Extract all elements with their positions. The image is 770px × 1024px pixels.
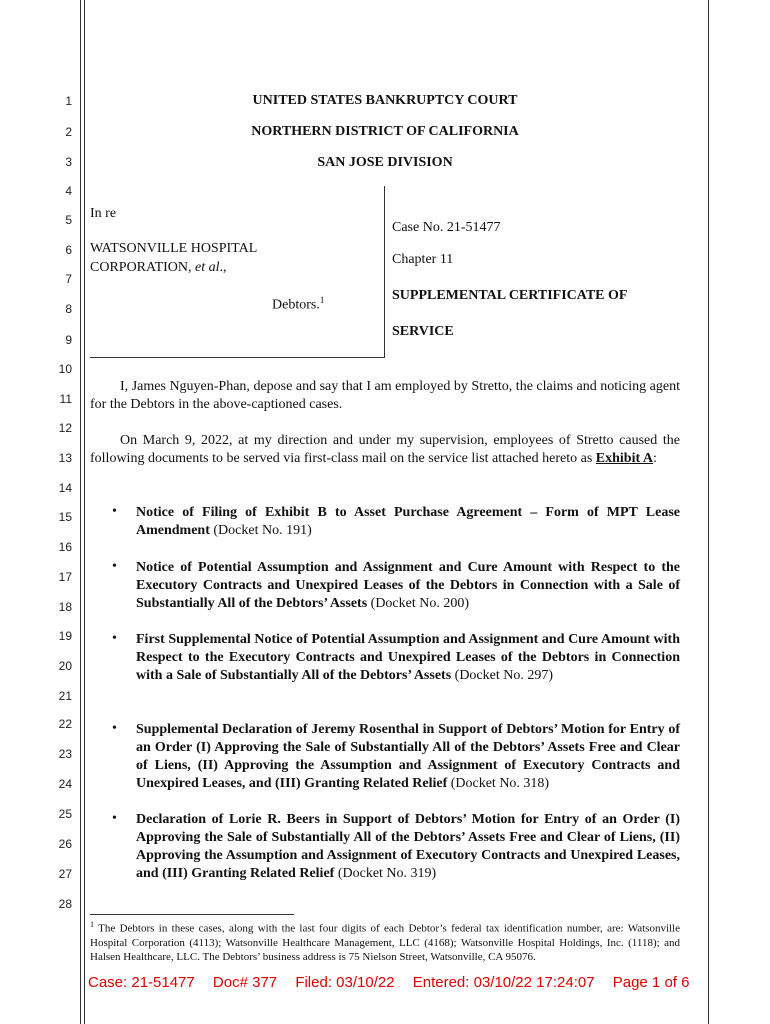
bullet-glyph: • (112, 504, 117, 519)
line-number: 8 (65, 302, 72, 316)
chapter: Chapter 11 (392, 252, 454, 267)
line-number: 5 (65, 213, 72, 227)
line-number: 17 (58, 570, 72, 584)
footnote (90, 918, 680, 964)
footnote-marker: 1 (90, 920, 94, 929)
line-number: 21 (58, 689, 72, 703)
document-title-line2: SERVICE (392, 324, 454, 339)
list-item (136, 504, 680, 540)
stamp-entered: Entered: 03/10/22 17:24:07 (412, 974, 595, 991)
footnote-text: The Debtors in these cases, along with the last four digits of each Debtor’s federal tax identification number, are: Watsonville Hospital Corporation (4113); Watsonville Healthcare Management, LLC (4168); Watsonville Hospital Holdings, Inc. (1118); and Halsen Healthcare, LLC. The Debtors’ business address is 75 Nielson Street, Watsonville, CA 95076. (90, 922, 680, 963)
document-title: Notice of Potential Assumption and Assignment and Cure Amount with Respect to the Executory Contracts and Unexpired Leases of the Debtors in Connection with a Sale of Substantially All of the Debtors’ Assets (136, 560, 680, 611)
court-division: SAN JOSE DIVISION (317, 155, 453, 170)
line-number: 27 (58, 867, 72, 881)
line-number: 25 (58, 807, 72, 821)
docket-number: (Docket No. 191) (209, 523, 312, 538)
court-district: NORTHERN DISTRICT OF CALIFORNIA (251, 124, 519, 139)
document-title: Declaration of Lorie R. Beers in Support of Debtors’ Motion for Entry of an Order (I) Approving the Sale of Substantially All of the Debtors’ Assets Free and Clear of Liens, (II) Approving the Assumption and Assignment of Executory Contracts and Unexpired Leases, and (III) Granting Related Relief (136, 812, 680, 881)
line-number: 13 (58, 451, 72, 465)
line-number: 18 (58, 600, 72, 614)
line-number: 1 (65, 94, 72, 108)
docket-number: (Docket No. 319) (334, 866, 437, 881)
line-number: 2 (65, 125, 72, 139)
case-number: Case No. 21-51477 (392, 220, 501, 235)
line-number: 22 (58, 717, 72, 731)
et-al: et al (195, 260, 220, 275)
stamp-case: Case: 21-51477 (88, 974, 195, 991)
declarant-text: I, James Nguyen-Phan, depose and say that I am employed by Stretto, the claims and noticing agent for the Debtors in the above-captioned cases. (90, 379, 680, 412)
footnote-ref: 1 (319, 295, 325, 305)
debtors-text: Debtors. (272, 297, 320, 313)
filing-stamp (88, 974, 703, 991)
line-number: 14 (58, 481, 72, 495)
line-number: 15 (58, 510, 72, 524)
list-item (136, 811, 680, 883)
left-margin-rule-outer (80, 0, 81, 1024)
debtor-comma: ., (219, 260, 227, 275)
line-number: 7 (65, 272, 72, 286)
bullet-glyph: • (112, 559, 117, 574)
docket-number: (Docket No. 297) (451, 668, 554, 683)
docket-number: (Docket No. 318) (447, 776, 550, 791)
line-number: 9 (65, 333, 72, 347)
right-margin-rule (708, 0, 709, 1024)
line-number: 26 (58, 837, 72, 851)
line-number: 28 (58, 897, 72, 911)
service-text: On March 9, 2022, at my direction and under my supervision, employees of Stretto caused the following documents to be served via first-class mail on the service list attached hereto as (90, 433, 680, 466)
service-paragraph (90, 432, 680, 468)
caption-divider-vertical (384, 186, 385, 358)
in-re: In re (90, 206, 117, 221)
left-margin-rule-inner (84, 0, 85, 1024)
line-number: 6 (65, 243, 72, 257)
document-title-line1: SUPPLEMENTAL CERTIFICATE OF (392, 288, 628, 303)
line-number: 24 (58, 777, 72, 791)
stamp-filed: Filed: 03/10/22 (295, 974, 395, 991)
document-title: Supplemental Declaration of Jeremy Rosenthal in Support of Debtors’ Motion for Entry of an Order (I) Approving the Sale of Substantially All of the Debtors’ Assets Free and Clear of Liens, (II) Approving the Assumption and Assignment of Executory Contracts and Unexpired Leases, and (III) Granting Related Relief (136, 722, 680, 791)
caption-divider-bottom (90, 357, 385, 358)
line-number: 4 (65, 184, 72, 198)
line-number: 23 (58, 747, 72, 761)
bullet-glyph: • (112, 631, 117, 646)
exhibit-colon: : (653, 451, 657, 466)
list-item (136, 721, 680, 793)
line-number: 19 (58, 629, 72, 643)
footnote-rule (90, 914, 294, 915)
document-title: Notice of Filing of Exhibit B to Asset Purchase Agreement – Form of MPT Lease Amendment (136, 505, 680, 538)
line-number: 10 (58, 362, 72, 376)
line-number: 3 (65, 155, 72, 169)
stamp-page: Page 1 of 6 (612, 974, 690, 991)
exhibit-link[interactable]: Exhibit A (595, 451, 653, 466)
debtor-name-line1: WATSONVILLE HOSPITAL (90, 241, 258, 256)
list-item (136, 559, 680, 613)
bullet-glyph: • (112, 811, 117, 826)
document-title: First Supplemental Notice of Potential Assumption and Assignment and Cure Amount with Respect to the Executory Contracts and Unexpired Leases of the Debtors in Connection with a Sale of Substantially All of the Debtors’ Assets (136, 632, 680, 683)
line-number: 16 (58, 540, 72, 554)
debtors-label (272, 295, 324, 314)
line-number: 12 (58, 421, 72, 435)
line-number: 20 (58, 659, 72, 673)
debtor-name-line2 (90, 260, 227, 276)
declarant-paragraph (90, 378, 680, 414)
list-item (136, 631, 680, 685)
stamp-doc: Doc# 377 (212, 974, 278, 991)
debtor-corporation: CORPORATION, (90, 260, 192, 275)
court-name: UNITED STATES BANKRUPTCY COURT (252, 93, 518, 108)
docket-number: (Docket No. 200) (367, 596, 470, 611)
bullet-glyph: • (112, 721, 117, 736)
line-number: 11 (59, 392, 72, 406)
